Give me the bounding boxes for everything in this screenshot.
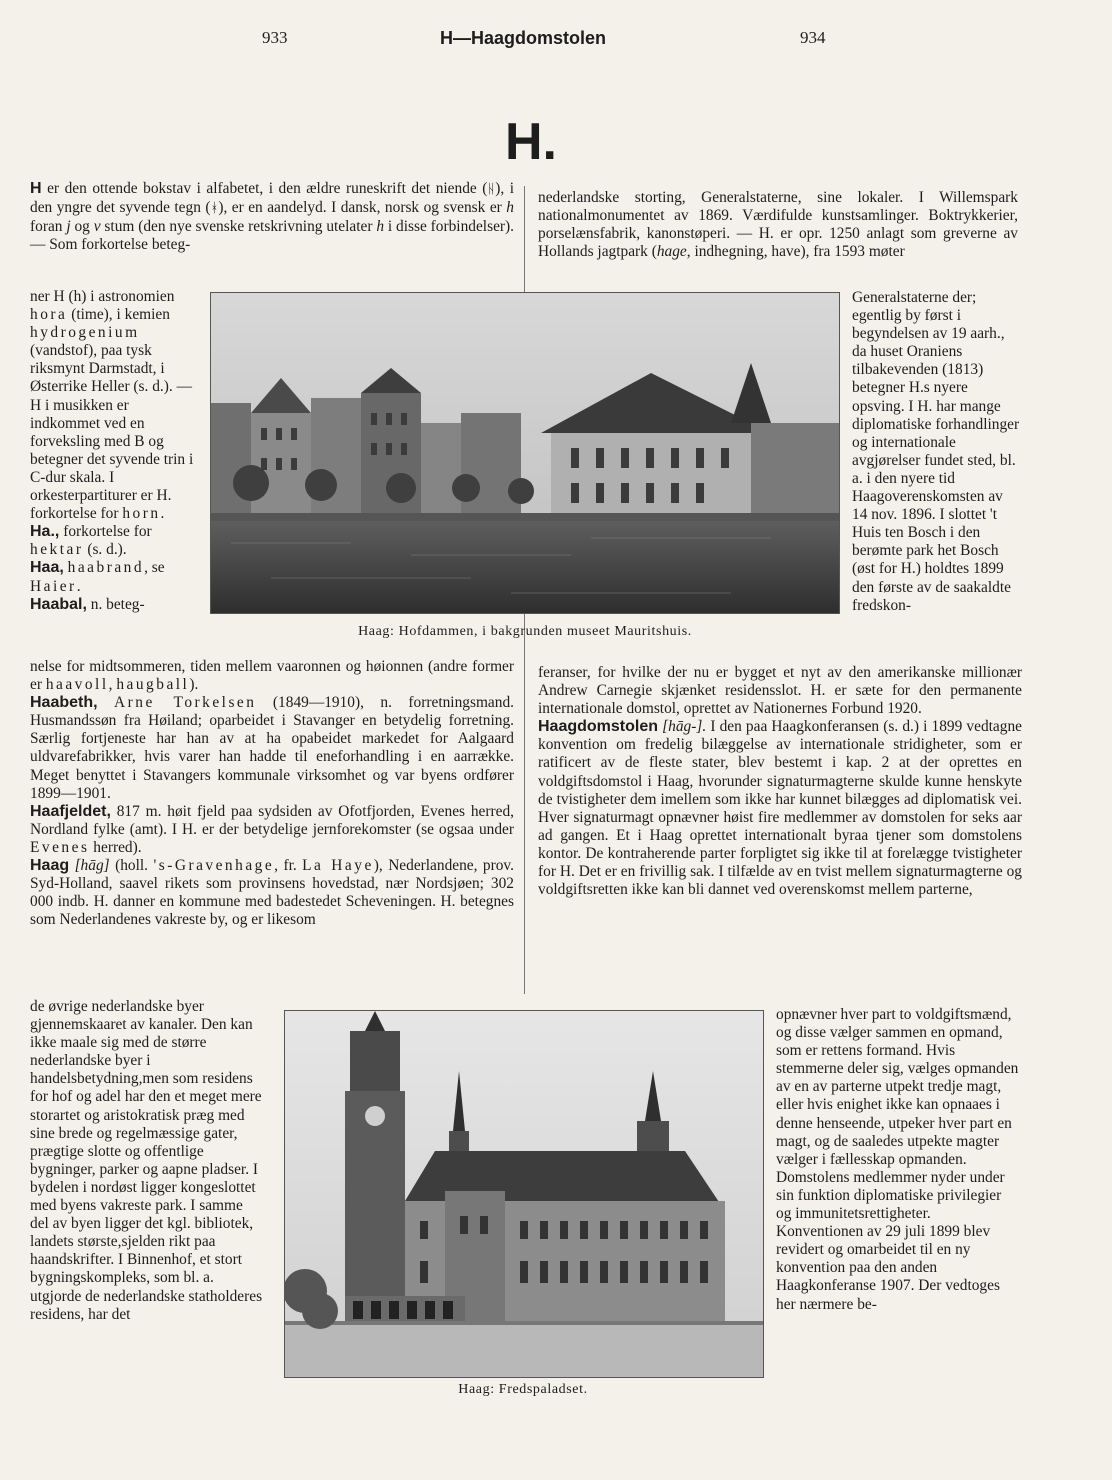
running-title: H—Haagdomstolen — [440, 28, 607, 48]
photo-hofdammen-drawing — [211, 293, 839, 613]
page-number-left: 933 — [262, 28, 288, 47]
photo-fredspaladset — [284, 1010, 764, 1378]
caption-fredspaladset: Haag: Fredspaladset. — [458, 1382, 588, 1397]
section-letter: H. — [505, 113, 557, 171]
rune-h-older: ᚺ — [487, 182, 496, 197]
entry-haag-continued: de øvrige nederlandske byer gjennemskaaret av kanaler. Den kan ikke maale sig med de større nederlandske byer i handelsbetydning,men som residens for hof og adel har den et meget mere storartet og aristokratisk præg med sine brede og regelmæssige gater, prægtige slotte og offentlige bygninger, parker og aapne pladser. I bydelen i nordøst ligger kongeslottet med byens vakreste park. I samme del av byen ligger det kgl. bibliotek, landets største,sjelden rikt paa haandskrifter. I Binnenhof, et stort bygningskompleks, som bl. a. utgjorde de nederlandske statholderes residens, har det — [30, 998, 263, 1323]
page-number-right: 934 — [800, 28, 826, 47]
photo-fredspaladset-drawing — [285, 1011, 763, 1377]
headword-h: H — [30, 180, 42, 197]
headword-haabeth: Haabeth, — [30, 694, 98, 712]
rune-h-younger: ᚼ — [210, 201, 219, 217]
headword-ha: Ha., — [30, 523, 60, 541]
right-column-narrow-2: opnævner hver part to voldgiftsmænd, og disse vælger sammen en opmand, som er rettens formand. Hvis stemmerne deler sig, vælges opmanden av en av parterne utpekt tredje magt, eller hvis enighet ikke kan opnaaes i denne henseende, utpeker hver part en magt, og de saaledes utpekte magter vælger i fællesskap opmanden. Domstolens medlemmer nyder under sin funktion diplomatiske privilegier og immunitetsrettigheter. Konventionen av 29 juli 1899 blev revidert og omarbeidet til en ny konvention paa den anden Haagkonferanse 1907. Der vedtoges her nærmere be- — [776, 1006, 1019, 1313]
headword-haagdomstolen: Haagdomstolen — [538, 718, 659, 736]
headword-haabal: Haabal, — [30, 595, 87, 613]
headword-haa: Haa, — [30, 559, 64, 577]
photo-hofdammen — [210, 292, 840, 614]
headword-haag: Haag — [30, 857, 70, 875]
left-column-mid: nelse for midtsommeren, tiden mellem vaaronnen og høionnen (andre former er haavoll, haugball). Haabeth, Arne Torkelsen (1849—1910), n. forretningsmand. Husmandssøn fra Høiland; oparbeidet i Stavanger en betydelig forretning. Særlig fortjeneste har han av at ha opabeidet markedet for Aalgaard uldvarefabrikker, hvis varer han hadde til eneforhandling i en aarrække. Meget benyttet i Stavangers kommunale virksomhet og var byens ordfører 1899—1901. Haafjeldet, 817 m. høit fjeld paa sydsiden av Ofotfjorden, Evenes herred, Nordland fylke (amt). I H. er der betydelige jernforekomster (se ogsaa under Evenes herred). Haag [hāg] (holl. 's-Gravenhage, fr. La Haye), Nederlandene, prov. Syd-Holland, saavel rikets som provinsens hovedstad, nær Nordsjøen; 302 000 indb. H. danner en kommune med badestedet Scheveningen. H. betegnes som Nederlandenes vakreste by, og er likesom — [30, 658, 514, 929]
caption-hofdammen: Haag: Hofdammen, i bakgrunden museet Mauritshuis. — [358, 624, 692, 639]
right-column-narrow-1: Generalstaterne der; egentlig by først i begyndelsen av 19 aarh., da huset Oraniens tilbakevenden (1813) betegner H.s nyere opsving. I H. har mange diplomatiske forhandlinger og internationale avgjørelser fundet sted, bl. a. i den nyere tid Haagoverenskomsten av 14 nov. 1896. I slottet 't Huis ten Bosch i den berømte park het Bosch (øst for H.) holdtes 1899 den første av de saakaldte fredskon- — [852, 289, 1020, 614]
entry-h: H er den ottende bokstav i alfabetet, i den ældre runeskrift det niende (ᚺ), i den yngre det syvende tegn (ᚼ), er en aandelyd. I dansk, norsk og svensk er h foran j og v stum (den nye svenske retskrivning utelater h i disse forbindelser). — Som forkortelse beteg- — [30, 180, 514, 254]
headword-haafjeldet: Haafjeldet, — [30, 802, 111, 820]
entry-h-continued: ner H (h) i astronomien hora (time), i kemien hydrogenium (vandstof), paa tysk riksmynt Darmstadt, i Østerrike Heller (s. d.). — H i musikken er indkommet ved en forveksling med B og betegner det syvende trin i C-dur skala. I orkesterpartiturer er H. forkortelse for horn. Ha., forkortelse for hektar (s. d.). Haa, haabrand, se Haier. Haabal, n. beteg- — [30, 288, 194, 613]
right-column-mid: feranser, for hvilke der nu er bygget et nyt av den amerikanske millionær Andrew Carnegie skjænket residensslot. H. er sæte for den permanente internationale domstol, oprettet av Nationernes Forbund 1920. Haagdomstolen [hāg-]. I den paa Haagkonferansen (s. d.) i 1899 vedtagne konvention om fredelig bilæggelse av internationale stridigheter, som er ratificert av de fleste stater, blev bestemt i kap. 2 at der oprettes en voldgiftsdomstol i Haag, hvorunder signaturmagterne skulde kunne henskyte de tvistigheter dem imellem som ikke har kunnet bilægges ad diplomatisk vei. Hver signaturmagt opnævner høist fire medlemmer av domstolen for seks aar ad gangen. Et i Haag oprettet internationalt byraa tjener som domstolens kontor. De kontraherende parter forpligtet sig ikke til at forelægge tvistigheter for H. Det er en frivillig sak. I tilfælde av en tvist mellem signaturmagterne og voldgiftsretten ikke kan bli dannet ved overenskomst mellem parterne, — [538, 664, 1022, 899]
right-column-top: nederlandske storting, Generalstaterne, sine lokaler. I Willemspark nationalmonumentet av 1869. Værdifulde kunstsamlinger. Boktrykkerier, porselænsfabrik, kanonstøperi. — H. er opr. 1250 anlagt som greverne av Hollands jagtpark (hage, indhegning, have), fra 1593 møter — [538, 189, 1018, 261]
